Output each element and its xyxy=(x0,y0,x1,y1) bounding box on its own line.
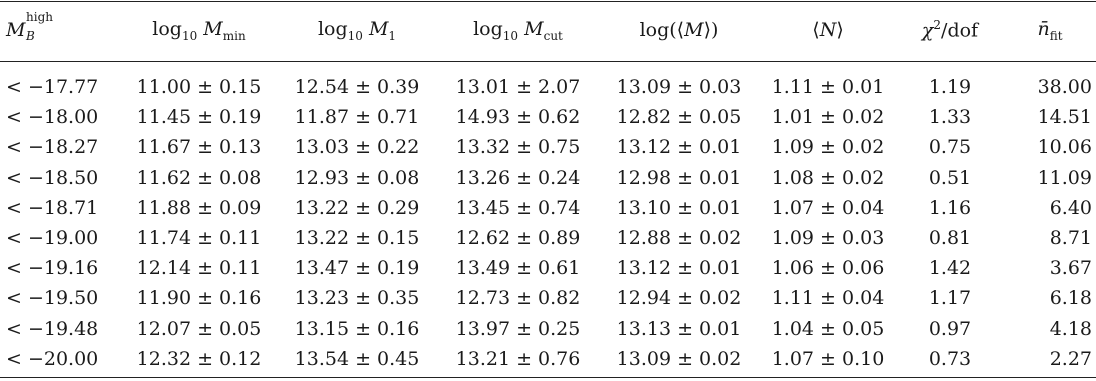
cell-log-mcut: 13.49 ± 0.61 xyxy=(455,257,581,280)
cell-nbar-fit: 8.71 xyxy=(1049,227,1092,250)
cell-mean-n: 1.09 ± 0.03 xyxy=(771,227,885,250)
cell-chi2-dof: 0.73 xyxy=(928,347,972,370)
cell-log-m1: 11.87 ± 0.71 xyxy=(294,106,420,129)
cell-nbar-fit: 6.40 xyxy=(1049,196,1092,219)
table-row xyxy=(0,193,1096,223)
table-row xyxy=(0,253,1096,283)
cell-mean-n: 1.11 ± 0.01 xyxy=(771,76,885,99)
cell-mb-high: < −18.00 xyxy=(6,106,99,129)
header-chi2-dof: $\chi^2$/dof xyxy=(921,18,979,42)
cell-log-mcut: 13.32 ± 0.75 xyxy=(455,136,581,159)
cell-mb-high: < −17.77 xyxy=(6,76,99,99)
cell-log-mcut: 13.97 ± 0.25 xyxy=(455,317,581,340)
cell-nbar-fit: 2.27 xyxy=(1049,347,1092,370)
table-row xyxy=(0,314,1096,344)
cell-log-m1: 13.47 ± 0.19 xyxy=(294,257,420,280)
table-row xyxy=(0,163,1096,193)
cell-mb-high: < −19.16 xyxy=(6,257,99,280)
cell-log-mean-mass: 13.13 ± 0.01 xyxy=(616,317,742,340)
cell-log-mean-mass: 13.09 ± 0.02 xyxy=(616,347,742,370)
cell-log-mcut: 13.21 ± 0.76 xyxy=(455,347,581,370)
header-mean-n: ⟨N⟩ xyxy=(812,19,844,41)
cell-chi2-dof: 1.17 xyxy=(928,287,972,310)
cell-nbar-fit: 38.00 xyxy=(1037,76,1092,99)
cell-mean-n: 1.06 ± 0.06 xyxy=(771,257,885,280)
cell-mean-n: 1.09 ± 0.02 xyxy=(771,136,885,159)
cell-log-mean-mass: 12.82 ± 0.05 xyxy=(616,106,742,129)
cell-log-mmin: 11.88 ± 0.09 xyxy=(136,196,262,219)
cell-nbar-fit: 14.51 xyxy=(1037,106,1092,129)
table-row xyxy=(0,60,1096,102)
cell-log-mean-mass: 13.10 ± 0.01 xyxy=(616,196,742,219)
cell-mb-high: < −19.50 xyxy=(6,287,99,310)
cell-mean-n: 1.07 ± 0.04 xyxy=(771,196,885,219)
cell-mean-n: 1.04 ± 0.05 xyxy=(771,317,885,340)
cell-log-mmin: 11.74 ± 0.11 xyxy=(136,227,262,250)
cell-log-mcut: 13.45 ± 0.74 xyxy=(455,196,581,219)
cell-log-mmin: 12.07 ± 0.05 xyxy=(136,317,262,340)
cell-mb-high: < −20.00 xyxy=(6,347,99,370)
cell-log-m1: 13.15 ± 0.16 xyxy=(294,317,420,340)
cell-log-mcut: 14.93 ± 0.62 xyxy=(455,106,581,129)
header-mb-high: M high B xyxy=(6,10,53,43)
cell-log-m1: 12.93 ± 0.08 xyxy=(294,166,420,189)
cell-log-mmin: 12.32 ± 0.12 xyxy=(136,347,262,370)
cell-mean-n: 1.08 ± 0.02 xyxy=(771,166,885,189)
cell-chi2-dof: 1.33 xyxy=(928,106,972,129)
cell-chi2-dof: 1.16 xyxy=(928,196,972,219)
cell-mb-high: < −19.48 xyxy=(6,317,99,340)
cell-nbar-fit: 11.09 xyxy=(1037,166,1092,189)
cell-log-mmin: 11.90 ± 0.16 xyxy=(136,287,262,310)
cell-log-mcut: 13.01 ± 2.07 xyxy=(455,76,581,99)
cell-log-m1: 13.22 ± 0.15 xyxy=(294,227,420,250)
cell-log-mean-mass: 12.88 ± 0.02 xyxy=(616,227,742,250)
cell-log-mean-mass: 12.94 ± 0.02 xyxy=(616,287,742,310)
cell-chi2-dof: 0.97 xyxy=(928,317,972,340)
cell-mb-high: < −18.50 xyxy=(6,166,99,189)
cell-mb-high: < −18.71 xyxy=(6,196,99,219)
cell-log-mmin: 11.45 ± 0.19 xyxy=(136,106,262,129)
cell-log-m1: 13.54 ± 0.45 xyxy=(294,347,420,370)
bottom-rule xyxy=(0,377,1096,378)
cell-log-mean-mass: 13.12 ± 0.01 xyxy=(616,136,742,159)
cell-log-m1: 12.54 ± 0.39 xyxy=(294,76,420,99)
header-log-mmin: $\log_{10} M_{min}$ xyxy=(152,17,246,43)
table-row xyxy=(0,344,1096,374)
cell-mean-n: 1.07 ± 0.10 xyxy=(771,347,885,370)
cell-mb-high: < −18.27 xyxy=(6,136,99,159)
header-nbar-fit: $n̄_{fit}$ xyxy=(1037,17,1063,43)
cell-nbar-fit: 6.18 xyxy=(1049,287,1092,310)
cell-mean-n: 1.01 ± 0.02 xyxy=(771,106,885,129)
table-row xyxy=(0,283,1096,313)
cell-chi2-dof: 1.42 xyxy=(928,257,972,280)
cell-mean-n: 1.11 ± 0.04 xyxy=(771,287,885,310)
cell-chi2-dof: 0.51 xyxy=(928,166,972,189)
cell-log-m1: 13.03 ± 0.22 xyxy=(294,136,420,159)
table-row xyxy=(0,132,1096,162)
cell-chi2-dof: 0.75 xyxy=(928,136,972,159)
cell-log-mmin: 12.14 ± 0.11 xyxy=(136,257,262,280)
table-row xyxy=(0,102,1096,132)
cell-nbar-fit: 4.18 xyxy=(1049,317,1092,340)
header-log-mcut: $\log_{10} M_{cut}$ xyxy=(473,17,563,43)
cell-log-m1: 13.22 ± 0.29 xyxy=(294,196,420,219)
cell-chi2-dof: 1.19 xyxy=(928,76,972,99)
cell-log-mmin: 11.62 ± 0.08 xyxy=(136,166,262,189)
cell-log-m1: 13.23 ± 0.35 xyxy=(294,287,420,310)
cell-log-mmin: 11.67 ± 0.13 xyxy=(136,136,262,159)
header-row xyxy=(0,0,1096,60)
cell-nbar-fit: 10.06 xyxy=(1037,136,1092,159)
cell-log-mcut: 12.73 ± 0.82 xyxy=(455,287,581,310)
header-log-m1: $\log_{10} M_1$ xyxy=(317,17,397,43)
cell-log-mean-mass: 12.98 ± 0.01 xyxy=(616,166,742,189)
cell-chi2-dof: 0.81 xyxy=(928,227,972,250)
cell-mb-high: < −19.00 xyxy=(6,227,99,250)
cell-nbar-fit: 3.67 xyxy=(1049,257,1092,280)
cell-log-mmin: 11.00 ± 0.15 xyxy=(136,76,262,99)
cell-log-mean-mass: 13.09 ± 0.03 xyxy=(616,76,742,99)
header-log-mean-mass: log(⟨M⟩) xyxy=(639,19,719,41)
cell-log-mean-mass: 13.12 ± 0.01 xyxy=(616,257,742,280)
cell-log-mcut: 13.26 ± 0.24 xyxy=(455,166,581,189)
cell-log-mcut: 12.62 ± 0.89 xyxy=(455,227,581,250)
table-row xyxy=(0,223,1096,253)
